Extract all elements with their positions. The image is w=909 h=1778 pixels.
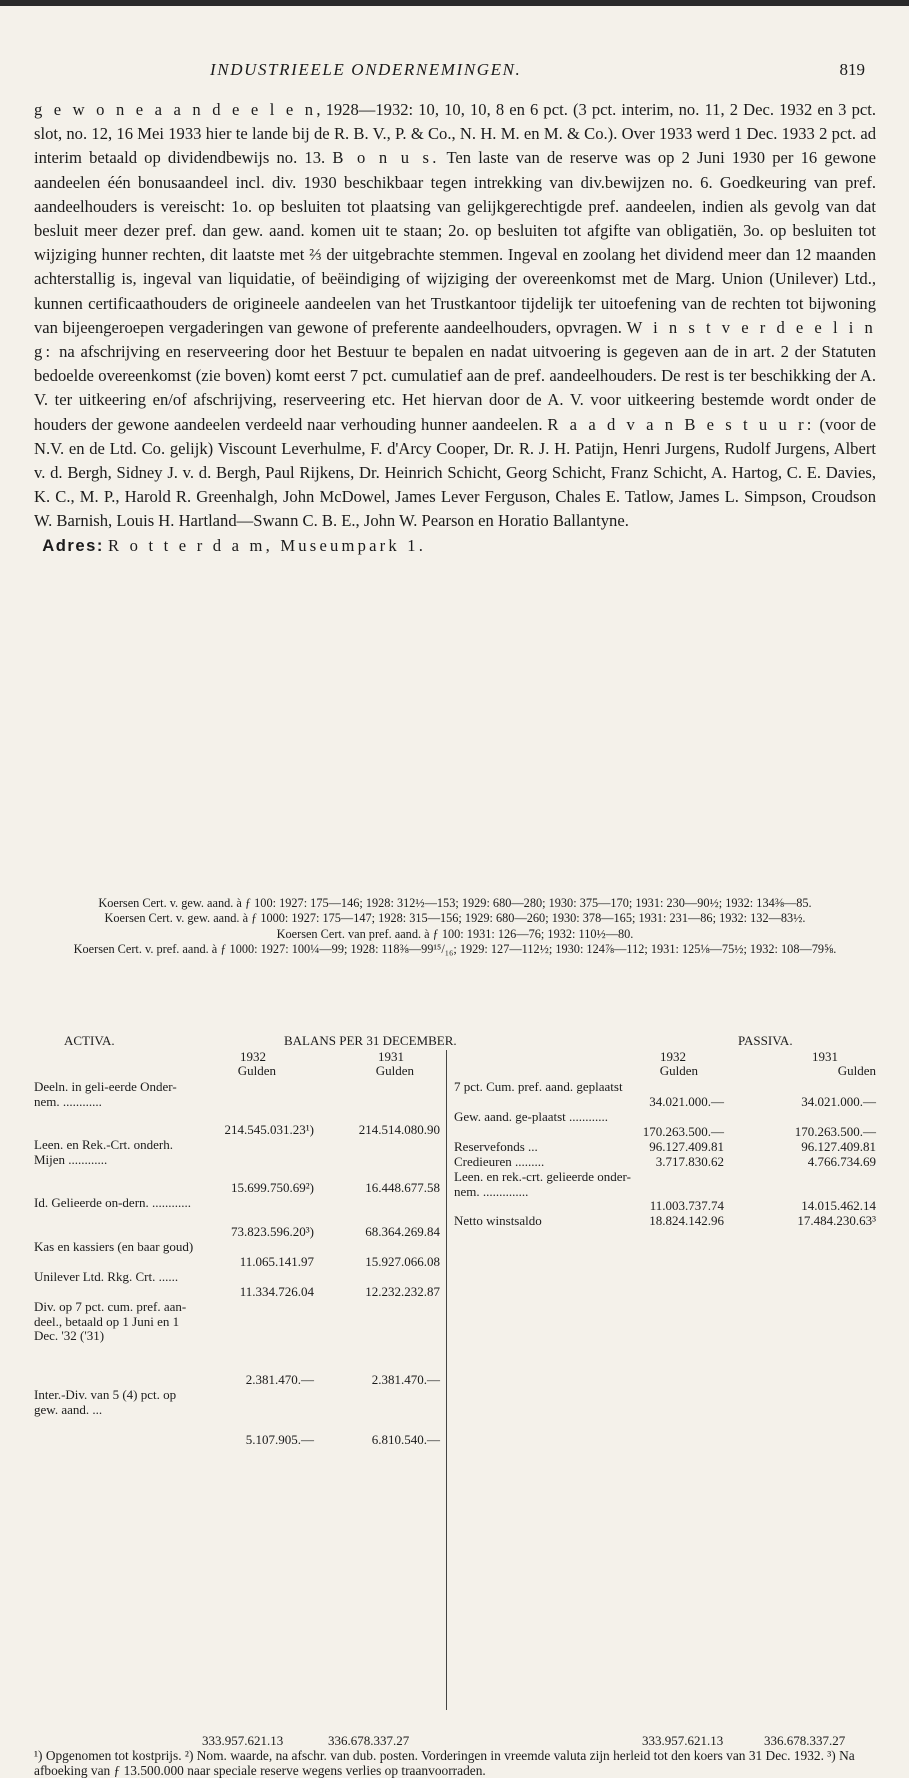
passiva-column <box>454 1050 876 1229</box>
adres-label: Adres: <box>42 535 104 555</box>
koersen-line: Koersen Cert. v. gew. aand. à ƒ 100: 1927: 175—146; 1928: 312½—153; 1929: 680—280; 1930: 375—170; 1931: 230—90½; 1932: 134⅜—85. <box>98 896 812 910</box>
page-header <box>0 60 909 84</box>
year-1932-heading: 1932 <box>660 1049 686 1064</box>
winstverdeeling-text: na afschrijving en reserveering door het Bestuur te bepalen en nadat uitvoering is gegeven aan de in art. 2 der Statuten bedoelde overeenkomst (zie boven) komt eerst 7 pct. cumulatief aan de pref. aandeelhouders. De rest is ter beschikking der A. V. ter uitkeering en/of afschrijving, reserveering etc. Het hiervan door de A. V. voor uitkeering bestemde wordt onder de houders der gewone aandeelen verdeeld naar verhouding hunner aandeelen. <box>34 342 876 434</box>
activa-value-1931: 68.364.269.84 <box>365 1224 440 1240</box>
activa-value-1932: 15.699.750.69²) <box>231 1180 314 1196</box>
activa-value-1931: 6.810.540.— <box>371 1432 440 1448</box>
column-divider <box>446 1050 447 1710</box>
activa-row <box>34 1300 444 1388</box>
unit-heading: Gulden <box>375 1063 414 1078</box>
activa-value-1931: 214.514.080.90 <box>358 1122 440 1138</box>
activa-row <box>34 1240 444 1270</box>
passiva-column-headings <box>454 1050 876 1080</box>
raad-van-bestuur-text: (voor de N.V. en de Ltd. Co. gelijk) Viscount Leverhulme, F. d'Arcy Cooper, Dr. R. J. H. Patijn, Henri Jurgens, Rudolf Jurgens, Albert v. d. Bergh, Sidney J. v. d. Bergh, Paul Rijkens, Dr. Heinrich Schicht, Georg Schicht, Franz Schicht, A. Hartog, C. E. Davies, K. C., M. P., Harold R. Greenhalgh, John McDowel, James Lever Ferguson, Chales E. Tatlow, James L. Simpson, Croudson W. Barnish, Louis H. Hartland—Swann C. B. E., John W. Pearson en Horatio Ballantyne. <box>34 414 876 531</box>
activa-item-label: Leen. en Rek.-Crt. onderh. Mijen ............ <box>34 1137 173 1167</box>
passiva-item-label: Netto winstsaldo <box>454 1213 542 1228</box>
passiva-value-1932: 11.003.737.74 <box>649 1198 724 1214</box>
activa-item-label: Div. op 7 pct. cum. pref. aan-deel., betaald op 1 Juni en 1 Dec. '32 ('31) <box>34 1299 187 1344</box>
bonus-label: B o n u s. <box>332 148 440 168</box>
passiva-value-1932: 96.127.409.81 <box>649 1139 724 1155</box>
activa-row <box>34 1388 444 1448</box>
activa-value-1932: 5.107.905.— <box>245 1432 314 1448</box>
activa-column-headings <box>34 1050 444 1080</box>
balance-header <box>34 1034 876 1050</box>
passiva-row <box>454 1155 876 1170</box>
passiva-item-label: Reservefonds ... <box>454 1139 538 1154</box>
balance-sheet <box>34 1033 876 1748</box>
passiva-row <box>454 1110 876 1140</box>
passiva-item-label: 7 pct. Cum. pref. aand. geplaatst <box>454 1079 623 1094</box>
winstverdeeling-label: W i n s t v e r d e e l i n g: <box>34 317 876 362</box>
activa-value-1931: 15.927.066.08 <box>365 1254 440 1270</box>
passiva-value-1932: 3.717.830.62 <box>655 1154 724 1170</box>
dividend-text: , 1928—1932: 10, 10, 10, 8 en 6 pct. (3 pct. interim, no. 11, 2 Dec. 1932 en 3 pct. slot, no. 12, 16 Mei 1933 hier te lande bij de R. B. V., P. & Co., N. H. M. en M. & Co.). Over 1933 werd 1 Dec. 1933 2 pct. ad interim betaald op dividendbewijs no. 13. <box>34 100 876 168</box>
passiva-total-1931: 336.678.337.27 <box>764 1733 846 1748</box>
koersen-line: Koersen Cert. v. pref. aand. à ƒ 1000: 1927: 100¼—99; 1928: 118⅜—99¹⁵/₁₆; 1929: 127—112½; 1930: 124⅞—112; 1931: 125⅛—75½; 1932: 108—79⅝. <box>73 942 837 957</box>
passiva-rows <box>454 1080 876 1229</box>
passiva-value-1931: 4.766.734.69 <box>807 1154 876 1170</box>
activa-value-1932: 214.545.031.23¹) <box>224 1122 314 1138</box>
passiva-item-label: Leen. en rek.-crt. gelieerde onder-nem. .............. <box>454 1169 631 1199</box>
year-1932-heading: 1932 <box>240 1049 266 1064</box>
koersen-line: Koersen Cert. v. gew. aand. à ƒ 1000: 1927: 175—147; 1928: 315—156; 1929: 680—260; 1930: 378—165; 1931: 231—86; 1932: 132—83½. <box>104 911 806 926</box>
activa-value-1932: 2.381.470.— <box>245 1372 314 1388</box>
passiva-value-1932: 18.824.142.96 <box>649 1213 724 1229</box>
year-1931-heading: 1931 <box>812 1049 838 1064</box>
activa-total-1931: 336.678.337.27 <box>328 1733 410 1748</box>
activa-item-label: Deeln. in geli-eerde Onder-nem. ............ <box>34 1079 177 1109</box>
body-text <box>34 98 876 558</box>
koersen-block <box>34 896 876 958</box>
bonus-text: Ten laste van de reserve was op 2 Juni 1930 per 16 gewone aandeelen één bonusaandeel incl. div. 1930 beschikbaar tegen intrekking van div.bewijzen no. 6. Goedkeuring van pref. aandeelhouders is vereischt: 1o. op besluiten tot plaatsing van gelijkgerechtigde pref. aandeelen, indien als gevolg van dat besluit meer dezer pref. dan gew. aand. komen uit te staan; 2o. op besluiten tot afgifte van obligatiën, 3o. op besluiten tot wijziging hunner rechten, dit laatste met ⅔ der uitgebrachte stemmen. Ingeval en zoolang het dividend meer dan 12 maanden achterstallig is, ingeval van liquidatie, of beëindiging of wijziging der overeenkomst met de Marg. Union (Unilever) Ltd., kunnen certificaathouders de origineele aandeelen van het Trustkantoor tijdelijk ter uitoefening van de rechten tot bijwoning van bijeengeroepen vergaderingen van gewone of preferente aandeelhouders, opvragen. <box>34 148 876 337</box>
passiva-label: PASSIVA. <box>738 1033 793 1048</box>
running-title: INDUSTRIEELE ONDERNEMINGEN. <box>210 60 522 79</box>
page-number: 819 <box>839 60 865 79</box>
year-1931-heading: 1931 <box>378 1049 404 1064</box>
address-line <box>34 534 876 558</box>
activa-value-1931: 16.448.677.58 <box>365 1180 440 1196</box>
activa-row <box>34 1138 444 1196</box>
unit-heading: Gulden <box>659 1063 698 1078</box>
activa-total-1932: 333.957.621.13 <box>202 1733 284 1748</box>
activa-item-label: Inter.-Div. van 5 (4) pct. op gew. aand. ... <box>34 1387 177 1417</box>
activa-value-1931: 2.381.470.— <box>371 1372 440 1388</box>
unit-heading: Gulden <box>837 1063 876 1078</box>
scan-top-edge <box>0 0 909 6</box>
activa-rows <box>34 1080 444 1448</box>
activa-label: ACTIVA. <box>64 1033 115 1048</box>
passiva-value-1931: 17.484.230.63³ <box>797 1213 876 1229</box>
passiva-row <box>454 1080 876 1110</box>
activa-row <box>34 1270 444 1300</box>
activa-item-label: Kas en kassiers (en baar goud) <box>34 1239 194 1254</box>
passiva-value-1931: 34.021.000.— <box>801 1094 876 1110</box>
activa-row <box>34 1196 444 1240</box>
activa-value-1931: 12.232.232.87 <box>365 1284 440 1300</box>
passiva-item-label: Credieuren ......... <box>454 1154 545 1169</box>
activa-value-1932: 73.823.596.20³) <box>231 1224 314 1240</box>
footnotes <box>34 1748 876 1778</box>
koersen-line: Koersen Cert. van pref. aand. à ƒ 100: 1931: 126—76; 1932: 110½—80. <box>276 926 634 941</box>
passiva-total-1932: 333.957.621.13 <box>642 1733 724 1748</box>
unit-heading: Gulden <box>237 1063 276 1078</box>
activa-item-label: Id. Gelieerde on-dern. ............ <box>34 1195 192 1210</box>
main-paragraph <box>34 98 876 534</box>
passiva-row <box>454 1214 876 1229</box>
passiva-row <box>454 1140 876 1155</box>
activa-item-label: Unilever Ltd. Rkg. Crt. ...... <box>34 1269 179 1284</box>
passiva-value-1931: 14.015.462.14 <box>801 1198 876 1214</box>
passiva-value-1932: 34.021.000.— <box>649 1094 724 1110</box>
balance-title: BALANS PER 31 DECEMBER. <box>284 1033 457 1048</box>
passiva-item-label: Gew. aand. ge-plaatst ............ <box>454 1109 609 1124</box>
passiva-value-1931: 96.127.409.81 <box>801 1139 876 1155</box>
passiva-value-1931: 170.263.500.— <box>794 1124 876 1140</box>
adres-value: R o t t e r d a m, Museumpark 1. <box>108 535 427 555</box>
gewone-aandeelen-label: g e w o n e a a n d e e l e n <box>34 100 317 119</box>
footnote-text: ¹) Opgenomen tot kostprijs. ²) Nom. waarde, na afschr. van dub. posten. Vorderingen in vreemde valuta zijn herleid tot den koers van 31 Dec. 1932. ³) Na afboeking van ƒ 13.500.000 naar speciale reserve wegens verlies op traanvoorraden. <box>34 1748 855 1778</box>
passiva-value-1932: 170.263.500.— <box>642 1124 724 1140</box>
activa-value-1932: 11.065.141.97 <box>239 1254 314 1270</box>
activa-value-1932: 11.334.726.04 <box>239 1284 314 1300</box>
activa-row <box>34 1080 444 1138</box>
activa-column <box>34 1050 444 1448</box>
passiva-row <box>454 1170 876 1214</box>
raad-van-bestuur-label: R a a d v a n B e s t u u r: <box>547 414 815 434</box>
